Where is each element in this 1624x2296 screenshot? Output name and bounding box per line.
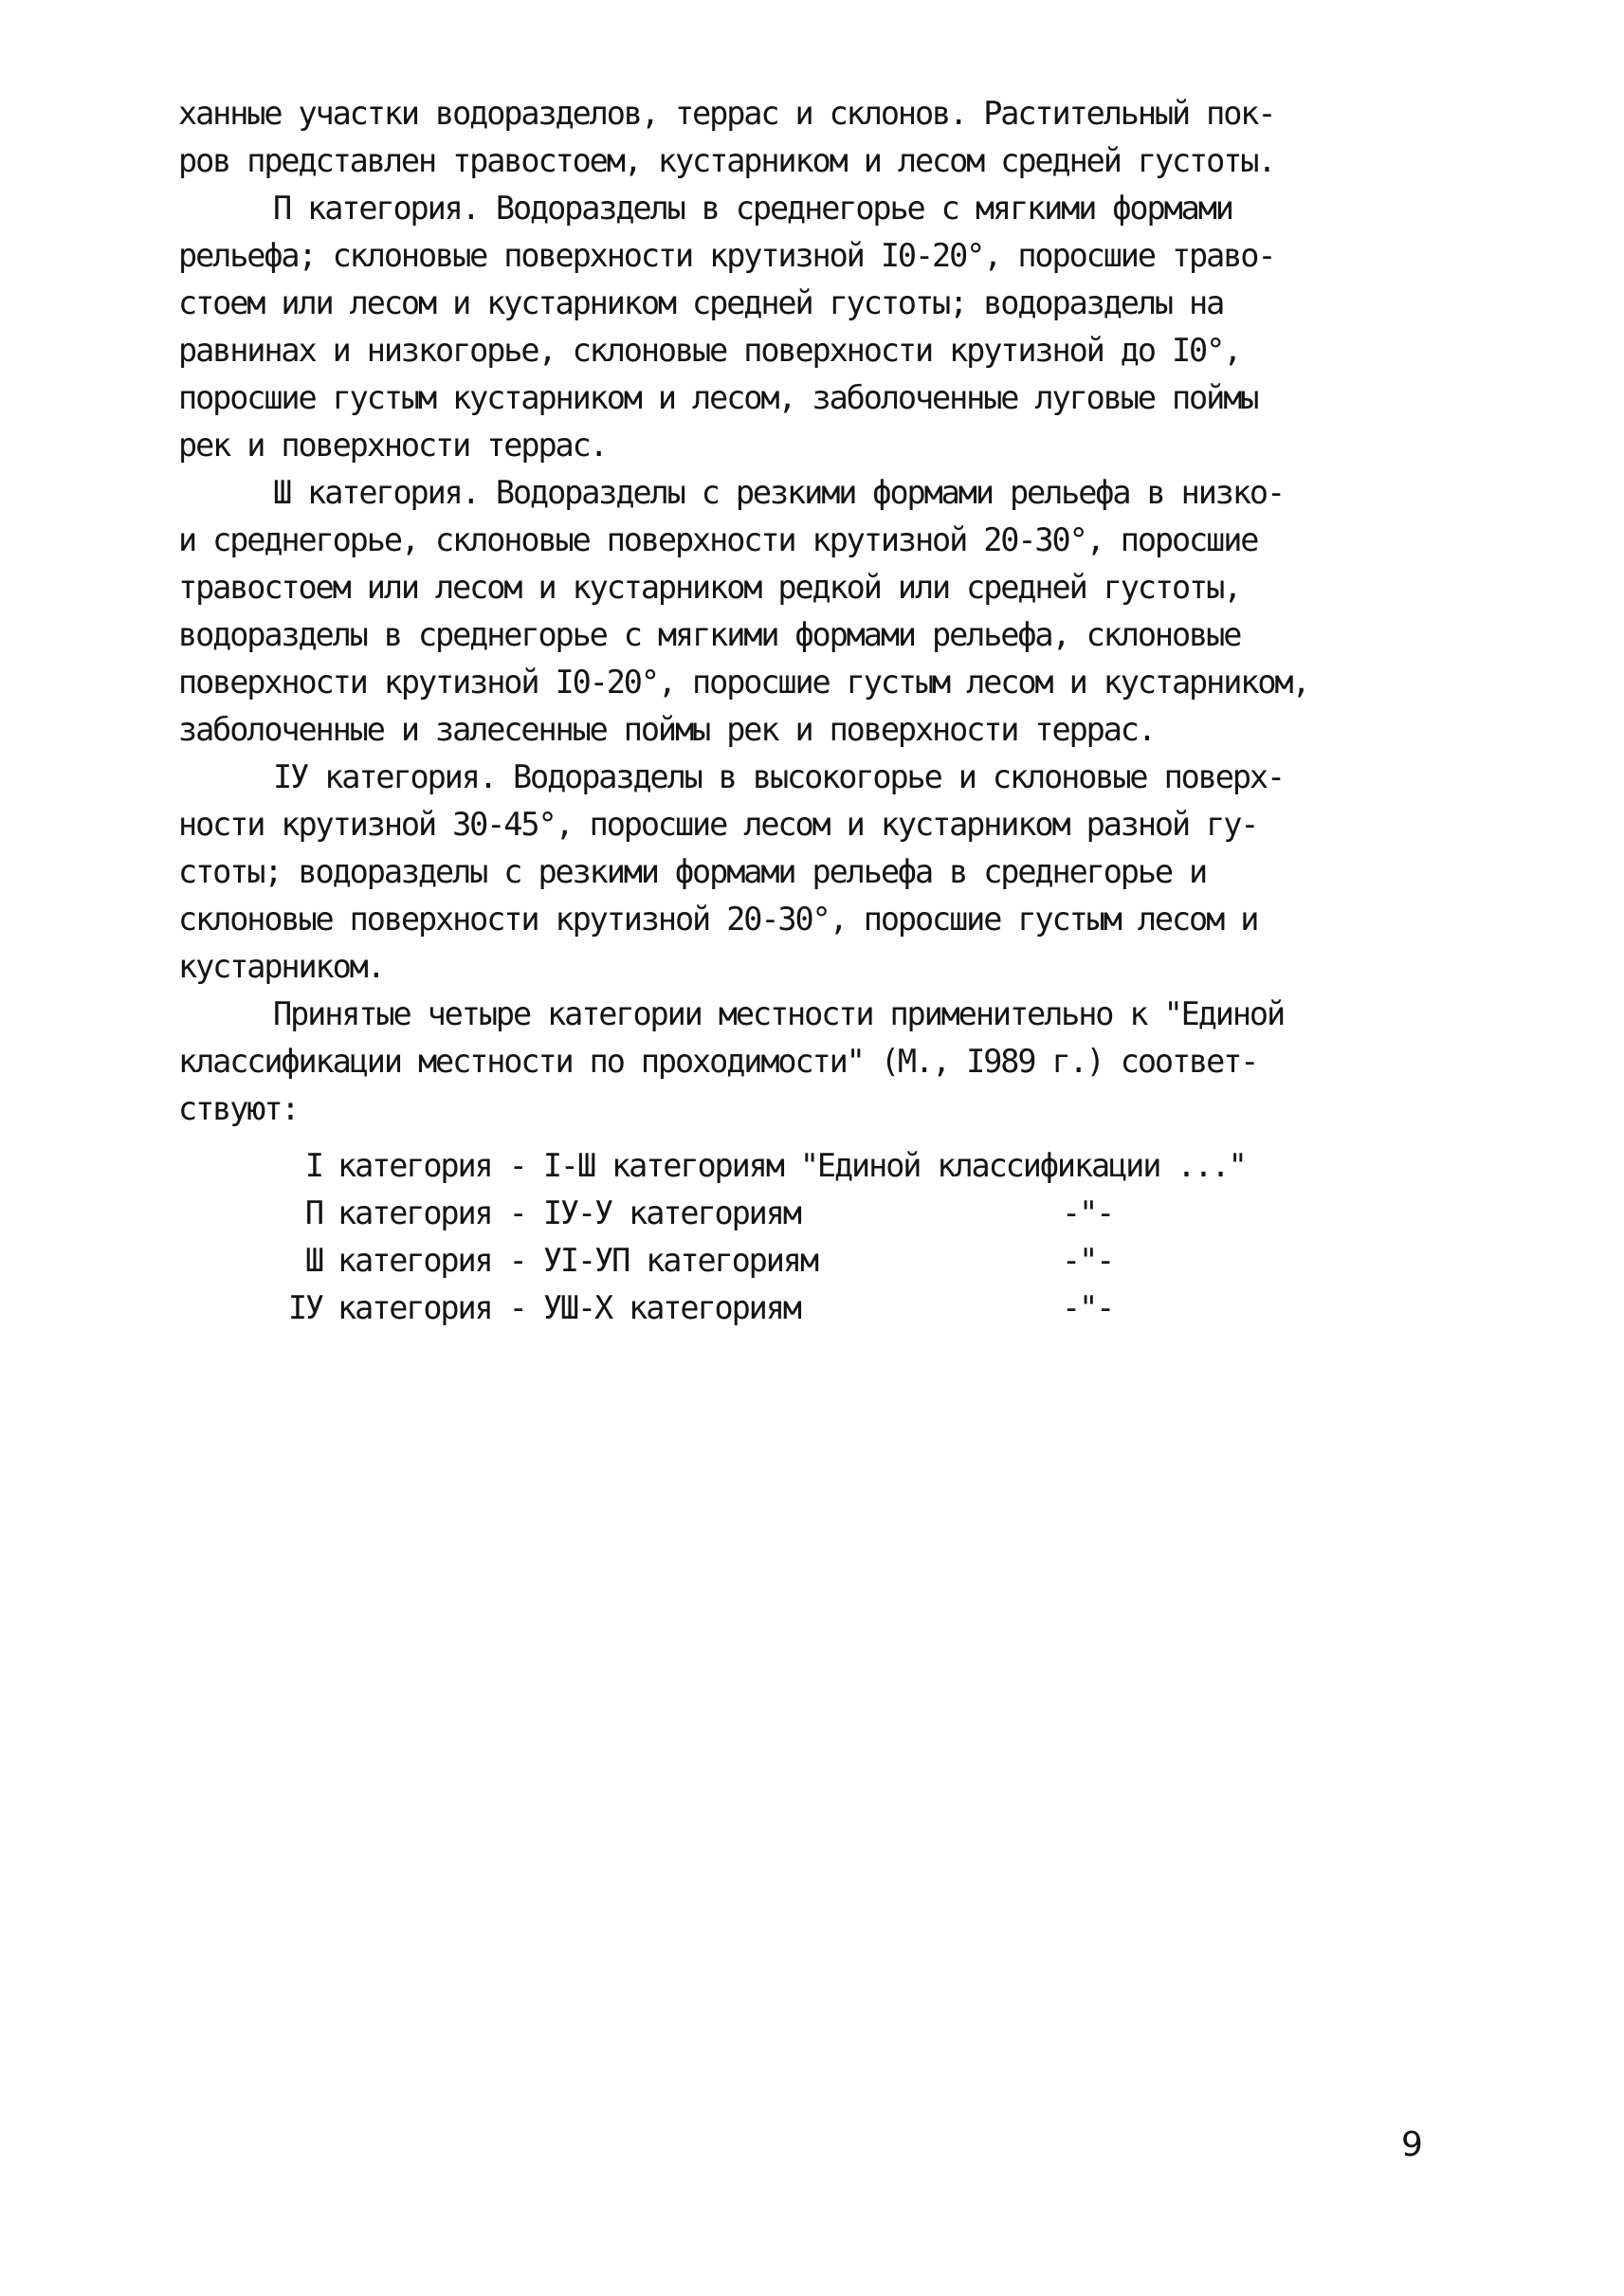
category-numeral: IУ (287, 1289, 322, 1326)
text-line: П категория. Водоразделы в среднегорье с мягкими формами (273, 190, 1232, 227)
correspondence-row (178, 1237, 1316, 1285)
category-mapping: категория - IУ-У категориям (338, 1194, 800, 1231)
text-line: кустарником. (178, 948, 384, 985)
ditto-mark: -"- (1062, 1289, 1114, 1326)
ditto-mark: -"- (1062, 1242, 1114, 1279)
text-line: равнинах и низкогорье, склоновые поверхности крутизной до I0°, (178, 332, 1241, 369)
text-line: поверхности крутизной I0-20°, поросшие густым лесом и кустарником, (178, 664, 1309, 701)
text-line: ности крутизной 30-45°, поросшие лесом и кустарником разной гу- (178, 806, 1258, 843)
text-line: водоразделы в среднегорье с мягкими формами рельефа, склоновые (178, 616, 1241, 653)
text-line: Принятые четыре категории местности применительно к "Единой (273, 995, 1285, 1032)
category-numeral: Ш (304, 1242, 322, 1279)
text-line: поросшие густым кустарником и лесом, заболоченные луговые поймы (178, 379, 1258, 416)
category-mapping: категория - УШ-Х категориям (338, 1289, 800, 1326)
text-line: стоты; водоразделы с резкими формами рельефа в среднегорье и (178, 853, 1207, 890)
page-number: 9 (1401, 2125, 1423, 2164)
category-numeral: П (304, 1194, 322, 1231)
text-line: ханные участки водоразделов, террас и склонов. Растительный пок- (178, 95, 1275, 132)
text-line: и среднегорье, склоновые поверхности крутизной 20-30°, поросшие (178, 521, 1258, 558)
text-line: ствуют: (178, 1090, 299, 1127)
text-line: склоновые поверхности крутизной 20-30°, поросшие густым лесом и (178, 901, 1258, 938)
text-line: Ш категория. Водоразделы с резкими формами рельефа в низко- (273, 474, 1285, 511)
text-line: стоем или лесом и кустарником средней густоты; водоразделы на (178, 284, 1224, 321)
category-mapping: категория - УI-УП категориям (338, 1242, 817, 1279)
correspondence-row (178, 1142, 1316, 1190)
text-line: заболоченные и залесенные поймы рек и поверхности террас. (178, 711, 1155, 748)
category-numeral: I (304, 1147, 322, 1184)
correspondence-row (178, 1190, 1316, 1237)
text-line: классификации местности по проходимости" (М., I989 г.) соответ- (178, 1043, 1258, 1080)
text-line: рек и поверхности террас. (178, 427, 607, 464)
ditto-mark: -"- (1062, 1194, 1114, 1231)
text-line: ров представлен травостоем, кустарником и лесом средней густоты. (178, 142, 1275, 179)
text-line: IУ категория. Водоразделы в высокогорье и склоновые поверх- (273, 758, 1285, 795)
text-line: травостоем или лесом и кустарником редкой или средней густоты, (178, 569, 1241, 606)
correspondence-row (178, 1285, 1316, 1332)
body-text (178, 90, 1487, 1133)
category-mapping: категория - I-Ш категориям "Единой классификации ..." (338, 1147, 1246, 1184)
text-line: рельефа; склоновые поверхности крутизной I0-20°, поросшие траво- (178, 237, 1275, 274)
category-correspondence-list (178, 1142, 1316, 1332)
